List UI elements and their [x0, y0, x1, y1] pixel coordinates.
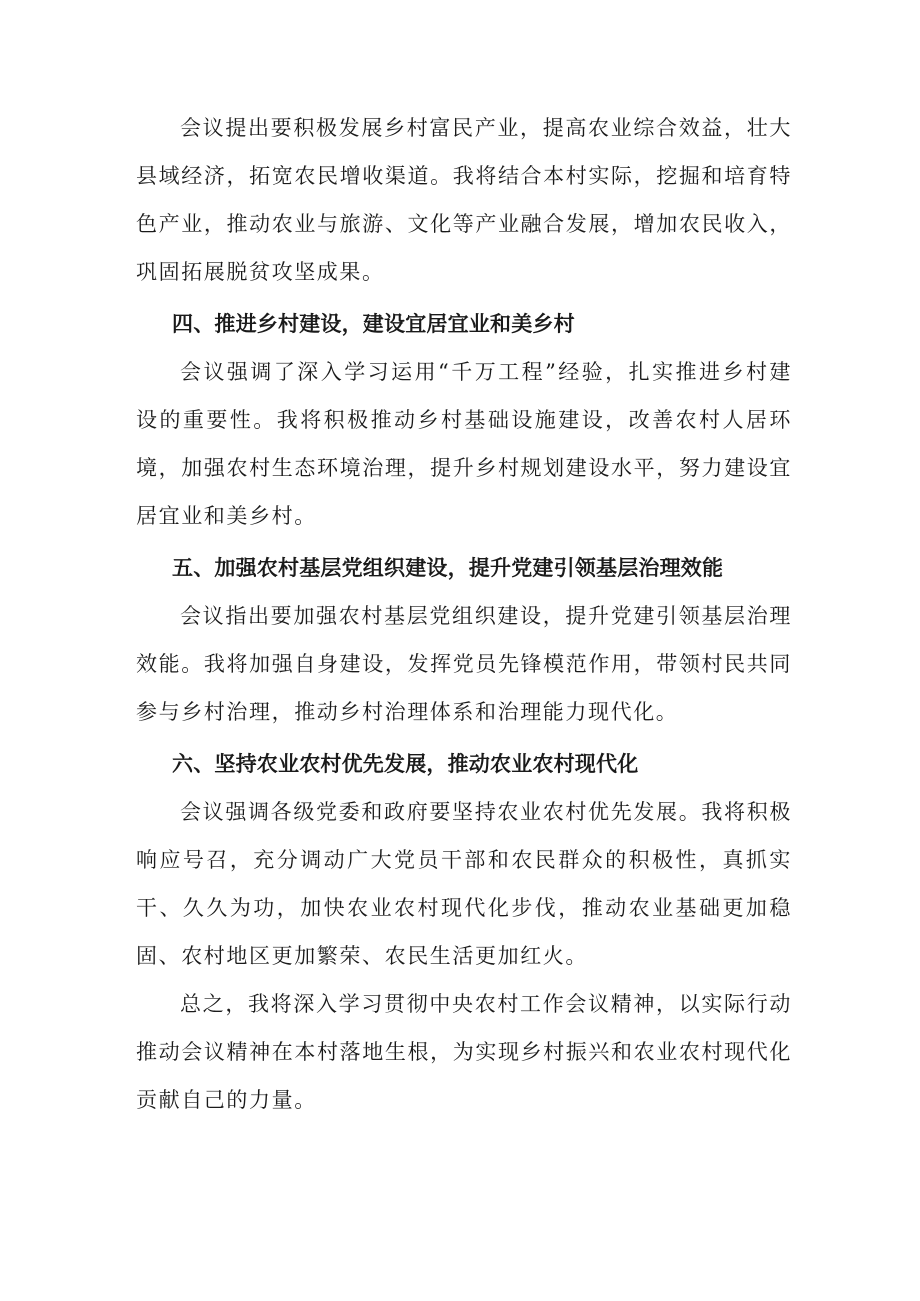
section-heading-4: 四、推进乡村建设，建设宜居宜业和美乡村: [172, 312, 575, 336]
paragraph-village-construction: 会议强调了深入学习运用“千万工程”经验，扎实推进乡村建设的重要性。我将积极推动乡村基础设施建设，改善农村人居环境，加强农村生态环境治理，提升乡村规划建设水平，努力建设宜居宜业和美乡村。: [136, 360, 792, 528]
paragraph-agriculture-priority: 会议强调各级党委和政府要坚持农业农村优先发展。我将积极响应号召，充分调动广大党员干部和农民群众的积极性，真抓实干、久久为功，加快农业农村现代化步伐，推动农业基础更加稳固、农村地区更加繁荣、农民生活更加红火。: [136, 800, 792, 968]
document-page: [136, 104, 792, 1124]
paragraph-conclusion: 总之，我将深入学习贯彻中央农村工作会议精神，以实际行动推动会议精神在本村落地生根，为实现乡村振兴和农业农村现代化贡献自己的力量。: [136, 992, 792, 1112]
paragraph-party-organization: 会议指出要加强农村基层党组织建设，提升党建引领基层治理效能。我将加强自身建设，发挥党员先锋模范作用，带领村民共同参与乡村治理，推动乡村治理体系和治理能力现代化。: [136, 604, 792, 724]
section-heading-6: 六、坚持农业农村优先发展，推动农业农村现代化: [172, 752, 639, 776]
paragraph-rich-industry: 会议提出要积极发展乡村富民产业，提高农业综合效益，壮大县域经济，拓宽农民增收渠道。我将结合本村实际，挖掘和培育特色产业，推动农业与旅游、文化等产业融合发展，增加农民收入，巩固拓展脱贫攻坚成果。: [136, 116, 792, 284]
section-heading-5: 五、加强农村基层党组织建设，提升党建引领基层治理效能: [172, 556, 724, 580]
